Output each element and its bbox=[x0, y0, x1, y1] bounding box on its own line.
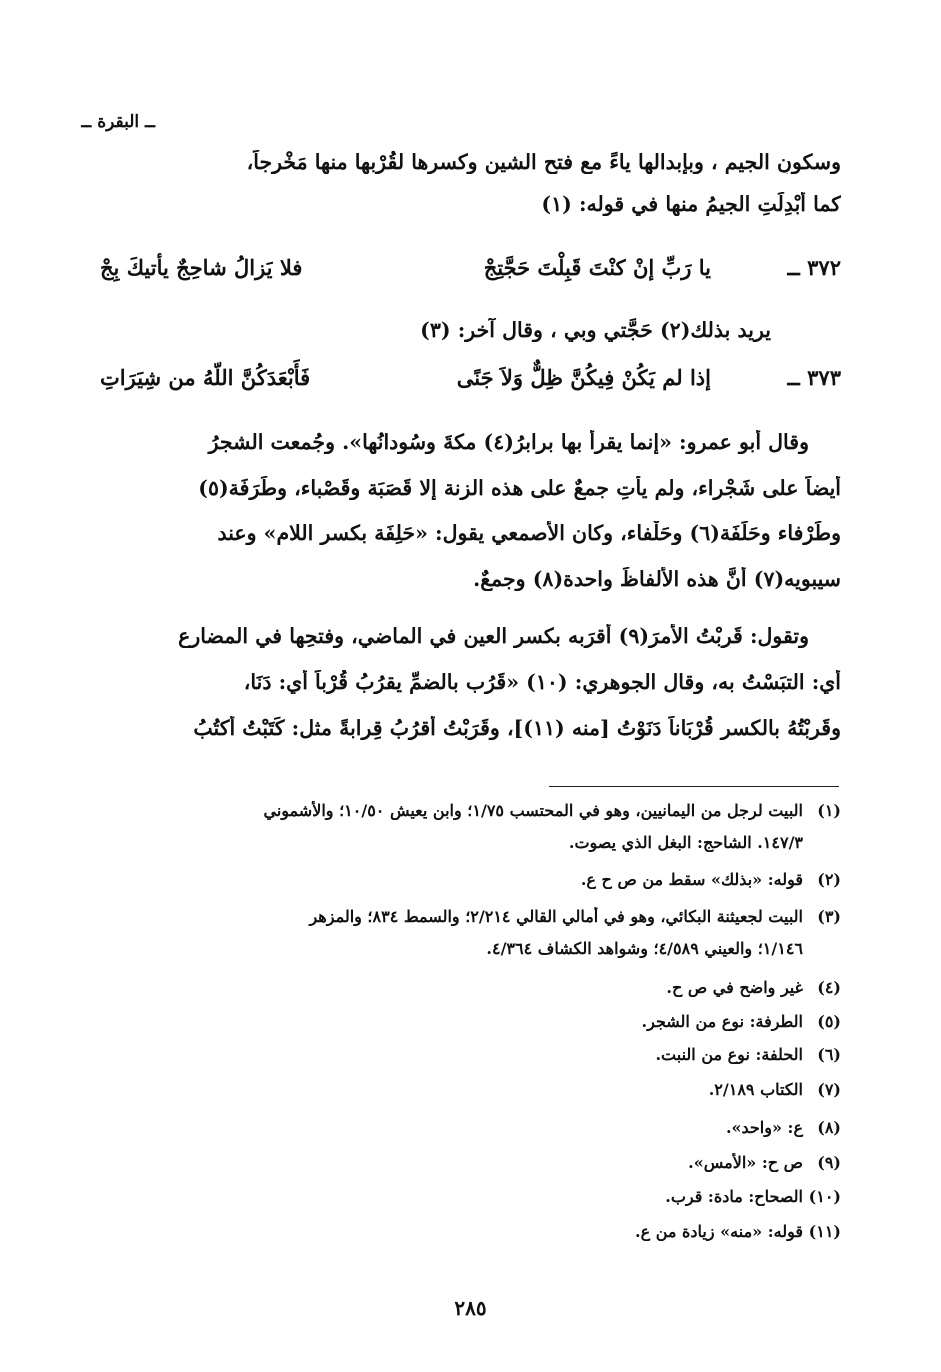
verse-372 bbox=[100, 255, 841, 291]
body-line: وسكونِ الجيم ، وبإبدالها ياءً مع فتحِ الشين وكسرِها لقُرْبها منها مَخْرجاً، bbox=[246, 150, 841, 174]
paragraph-line: أيضاً على شَجْراء، ولم يأتِ جمعٌ على هذه الزنة إلا قَصَبَة وقَصْباء، وطَرَفَة(٥) bbox=[198, 476, 841, 500]
footnote-text: الكتاب ٢/١٨٩. bbox=[708, 1080, 803, 1099]
footnote-8 bbox=[100, 1118, 841, 1137]
footnote-5 bbox=[100, 1012, 841, 1031]
body-line: كما أُبْدِلَتِ الجيمُ منها في قوله: (١) bbox=[541, 192, 841, 216]
footnote-text: ع: «واحد». bbox=[725, 1118, 803, 1137]
paragraph-line: وقَرِبْتُهُ بالكسر قُرْبَاناً دَنَوْتُ [منه (١١)]، وقَرَبْتُ أقرُبُ قِرابةً مثل: كَتَبْتُ أكتُبُ bbox=[193, 716, 841, 740]
verse-second-hemistich: فَأَبْعَدَكُنَّ اللّهُ من شِيَرَاتِ bbox=[100, 365, 311, 390]
footnote-text: الصحاح: مادة: قرب. bbox=[665, 1187, 803, 1206]
footnote-9 bbox=[100, 1153, 841, 1172]
paragraph-line: وتقول: قَرِبْتُ الأمرَ(٩) أقرَبه بكسرِ العين في الماضي، وفتحِها في المضارع bbox=[178, 624, 809, 648]
footnote-number: (٢) bbox=[817, 870, 841, 889]
footnote-text: الطرفة: نوع من الشجر. bbox=[641, 1012, 803, 1031]
footnote-text: البيت لرجل من اليمانيين، وهو في المحتسب ١/٧٥؛ وابن يعيش ١٠/٥٠؛ والأشموني bbox=[263, 801, 803, 820]
paragraph-line: أي: التبَسْتُ به، وقال الجوهري: (١٠) «قَرُب بالضمِّ يقرُبُ قُرْباً أي: دَنَا، bbox=[243, 670, 841, 694]
footnote-6 bbox=[100, 1045, 841, 1064]
footnote-text: قوله: «بذلك» سقط من ص ح ع. bbox=[580, 870, 803, 889]
verse-second-hemistich: فلا يَزالُ شاحِجٌ يأتيكَ بِجْ bbox=[100, 255, 303, 280]
footnote-11 bbox=[100, 1222, 841, 1241]
paragraph-line: سيبويه(٧) أنَّ هذه الألفاظَ واحدة(٨) وجمعٌ. bbox=[473, 567, 841, 591]
footnote-3-continuation: ١/١٤٦؛ والعيني ٤/٥٨٩؛ وشواهد الكشاف ٤/٣٦٤. bbox=[486, 939, 803, 958]
footnote-10 bbox=[100, 1187, 841, 1206]
verse-first-hemistich: إذا لم يَكُنْ فِيكُنَّ ظِلٌّ وَلاَ جَنًى bbox=[456, 365, 711, 390]
running-header: ــ البقرة ــ bbox=[81, 112, 155, 132]
footnote-number: (٦) bbox=[817, 1045, 841, 1064]
body-line: يريد بذلك(٢) حَجَّتي وبي ، وقال آخر: (٣) bbox=[420, 318, 771, 342]
footnote-number: (٨) bbox=[817, 1118, 841, 1137]
paragraph-line: وطَرْفاء وحَلَفَة(٦) وحَلْفاء، وكان الأصمعي يقول: «حَلِفَة بكسر اللام» وعند bbox=[217, 521, 841, 545]
footnote-number: (٤) bbox=[817, 978, 841, 997]
footnote-number: (٥) bbox=[817, 1012, 841, 1031]
footnote-1-continuation: ١٤٧/٣. الشاحج: البغل الذي يصوت. bbox=[568, 833, 803, 852]
footnote-number: (٣) bbox=[817, 907, 841, 926]
footnote-number: (١١) bbox=[808, 1222, 841, 1241]
verse-number: ٣٧٣ ــ bbox=[787, 365, 841, 390]
footnote-number: (١) bbox=[817, 801, 841, 820]
footnote-text: البيت لجعيثنة البكائي، وهو في أمالي القالي ٢/٢١٤؛ والسمط ٨٣٤؛ والمزهر bbox=[309, 907, 803, 926]
footnote-7 bbox=[100, 1080, 841, 1099]
footnote-1 bbox=[100, 801, 841, 820]
verse-first-hemistich: يا رَبِّ إنْ كنْتَ قَبِلْتَ حَجَّتِجْ bbox=[483, 255, 711, 280]
footnote-separator bbox=[549, 786, 839, 787]
footnote-2 bbox=[100, 870, 841, 889]
footnote-text: الحلفة: نوع من النبت. bbox=[655, 1045, 803, 1064]
footnote-text: ص ح: «الأمس». bbox=[688, 1153, 803, 1172]
verse-373 bbox=[100, 365, 841, 401]
footnote-text: غير واضح في ص ح. bbox=[666, 978, 803, 997]
footnote-number: (٩) bbox=[817, 1153, 841, 1172]
footnote-number: (٧) bbox=[817, 1080, 841, 1099]
verse-number: ٣٧٢ ــ bbox=[787, 255, 841, 280]
paragraph-line: وقال أبو عمرو: «إنما يقرأ بها برابرُ(٤) مكةَ وسُودانُها». وجُمعت الشجرُ bbox=[208, 430, 809, 454]
page-number: ٢٨٥ bbox=[454, 1296, 487, 1320]
footnote-text: قوله: «منه» زيادة من ع. bbox=[635, 1222, 803, 1241]
footnote-4 bbox=[100, 978, 841, 997]
footnote-number: (١٠) bbox=[808, 1187, 841, 1206]
footnote-3 bbox=[100, 907, 841, 926]
